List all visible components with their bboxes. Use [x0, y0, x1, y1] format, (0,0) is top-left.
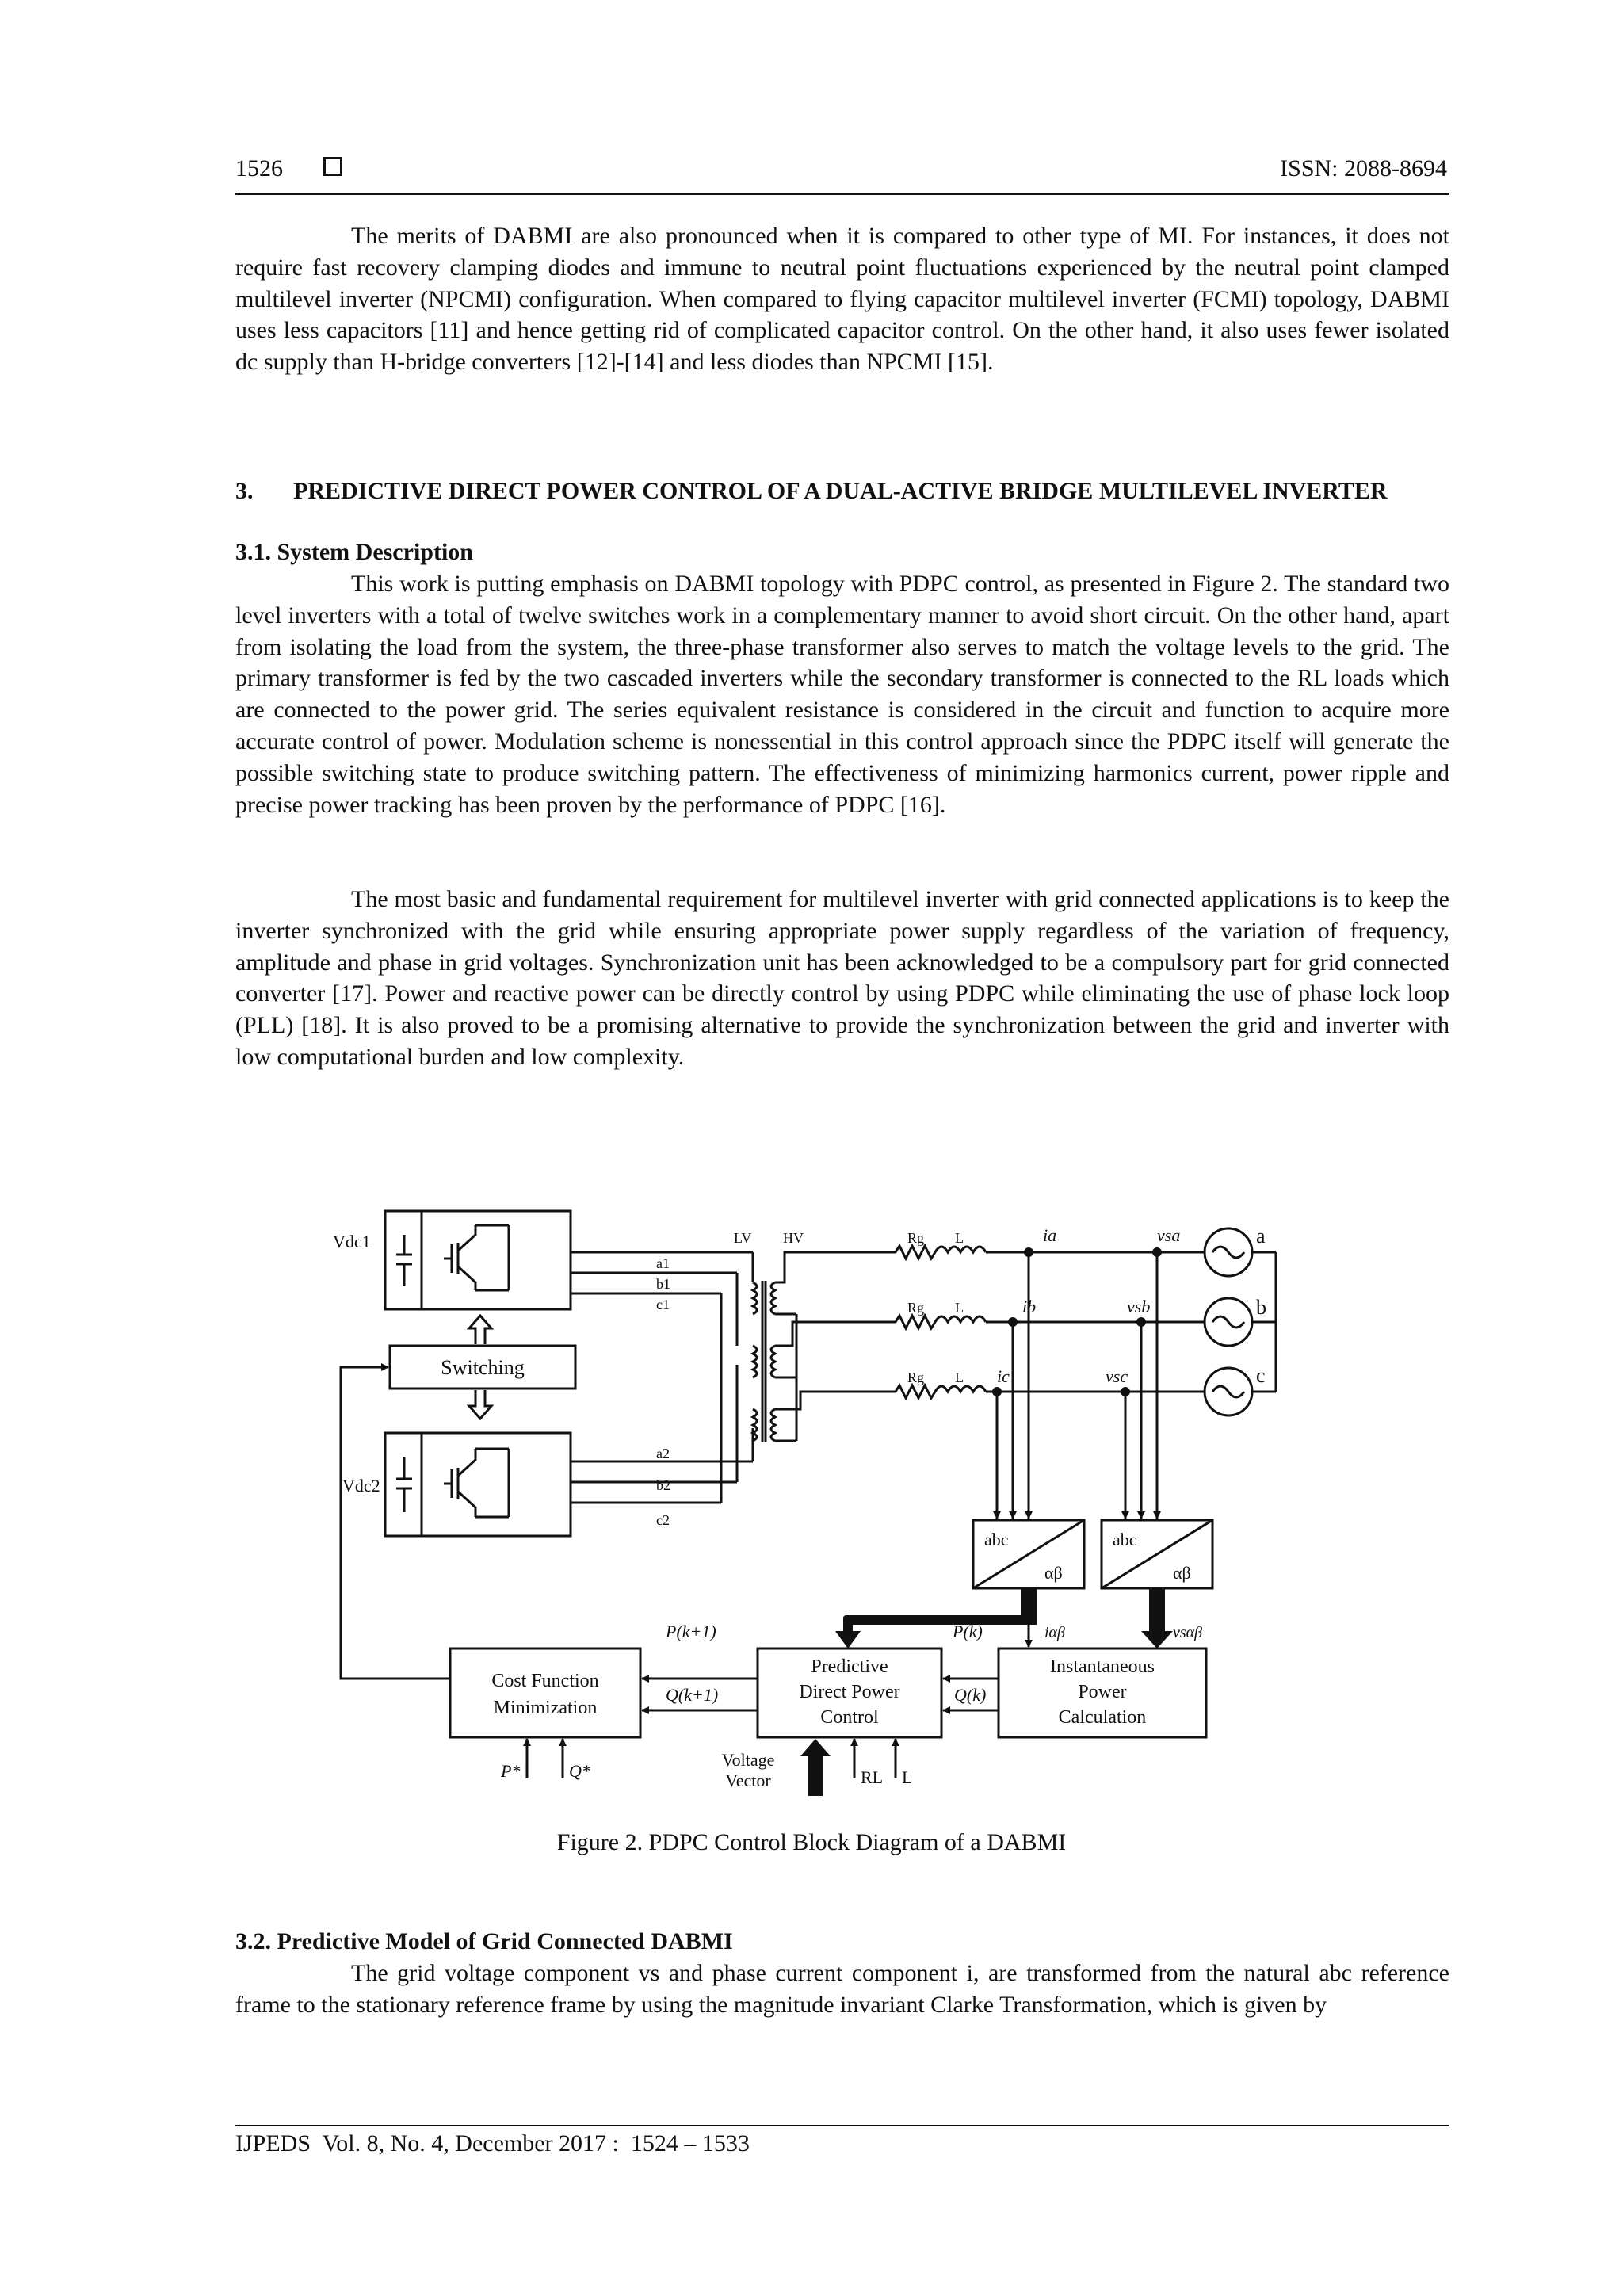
svg-text:abc: abc	[984, 1530, 1009, 1549]
svg-text:L: L	[902, 1767, 913, 1787]
section-title: PREDICTIVE DIRECT POWER CONTROL OF A DUAL-ACTIVE BRIDGE MULTILEVEL INVERTER	[293, 478, 1388, 504]
svg-text:Minimization: Minimization	[493, 1698, 598, 1718]
svg-text:Q(k): Q(k)	[954, 1685, 987, 1705]
svg-text:a2: a2	[656, 1446, 670, 1461]
cost-function-block	[450, 1648, 640, 1737]
svg-text:Cost Function: Cost Function	[491, 1671, 599, 1691]
svg-text:Control: Control	[820, 1707, 879, 1728]
label-vdc2: Vdc2	[342, 1476, 380, 1496]
resistor-a	[896, 1246, 935, 1259]
svg-text:Q(k+1): Q(k+1)	[666, 1685, 719, 1705]
svg-text:HV: HV	[783, 1230, 804, 1246]
inductor-a	[935, 1247, 986, 1252]
journal-footer: IJPEDS Vol. 8, No. 4, December 2017 : 1524 – 1533	[235, 2130, 750, 2157]
svg-text:P*: P*	[501, 1761, 521, 1781]
label-vdc1: Vdc1	[333, 1232, 371, 1251]
section-number: 3.	[235, 478, 254, 504]
svg-text:P(k): P(k)	[953, 1622, 983, 1641]
paragraph-system-description: This work is putting emphasis on DABMI topology with PDPC control, as presented in Figure 2. The standard two level inverters with a total of twelve switches work in a complementary manner to avoid short circuit. On the other hand, apart from isolating the load from the system, the three-phase transformer also serves to match the voltage levels to the grid. The primary transformer is fed by the two cascaded inverters while the secondary transformer is connected to the RL loads which are connected to the power grid. The series equivalent resistance is considered in the circuit and function to acquire more accurate control of power. Modulation scheme is nonessential in this control approach since the PDPC itself will generate the possible switching state to produce switching pattern. The effectiveness of minimizing harmonics current, power ripple and precise power tracking has been proven by the performance of PDPC [16].	[235, 571, 1449, 818]
figure-caption: Figure 2. PDPC Control Block Diagram of a DABMI	[556, 1829, 1067, 1855]
svg-text:vsa: vsa	[1157, 1225, 1181, 1245]
svg-text:RL: RL	[861, 1767, 884, 1787]
svg-text:Voltage: Voltage	[721, 1750, 775, 1770]
svg-text:Rg: Rg	[907, 1230, 925, 1246]
svg-text:L: L	[955, 1230, 964, 1246]
svg-text:c2: c2	[656, 1512, 670, 1528]
down-arrow-icon	[469, 1390, 491, 1419]
figure-pdpc-block-diagram	[325, 1187, 1300, 1813]
svg-text:vsb: vsb	[1127, 1297, 1151, 1316]
journal-issn: ISSN: 2088-8694	[1280, 155, 1447, 181]
svg-text:Rg: Rg	[907, 1370, 925, 1385]
checkbox-glyph-icon	[323, 157, 342, 176]
svg-text:b: b	[1256, 1296, 1266, 1319]
svg-text:L: L	[955, 1370, 964, 1385]
svg-text:P(k+1): P(k+1)	[666, 1622, 716, 1641]
thick-arrow-voltage-vector	[800, 1739, 831, 1756]
svg-text:L: L	[955, 1300, 964, 1316]
intro-paragraph: The merits of DABMI are also pronounced when it is compared to other type of MI. For instances, it does not require fast recovery clamping diodes and immune to neutral point fluctuations experienced by the neutral point clamped multilevel inverter (NPCMI) configuration. When compared to flying capacitor multilevel inverter (FCMI) topology, DABMI uses less capacitors [11] and hence getting rid of complicated capacitor control. On the other hand, it also uses fewer isolated dc supply than H-bridge converters [12]-[14] and less diodes than NPCMI [15].	[235, 223, 1449, 376]
svg-text:vsαβ: vsαβ	[1173, 1624, 1203, 1641]
svg-text:vsc: vsc	[1106, 1366, 1128, 1386]
label-switching: Switching	[441, 1356, 525, 1379]
svg-text:iαβ: iαβ	[1044, 1624, 1066, 1641]
svg-text:ia: ia	[1043, 1225, 1057, 1245]
svg-text:b1: b1	[656, 1276, 670, 1292]
svg-text:Predictive: Predictive	[811, 1656, 888, 1677]
svg-text:Calculation: Calculation	[1058, 1707, 1147, 1728]
svg-text:Vector: Vector	[725, 1771, 771, 1790]
svg-text:a1: a1	[656, 1255, 670, 1271]
header-rule	[235, 193, 1449, 195]
svg-text:Rg: Rg	[907, 1300, 925, 1316]
svg-text:b2: b2	[656, 1477, 670, 1493]
svg-text:ic: ic	[997, 1366, 1010, 1386]
svg-text:Direct Power: Direct Power	[799, 1682, 900, 1702]
footer-rule	[235, 2125, 1449, 2126]
svg-text:c1: c1	[656, 1297, 670, 1312]
transformer-primary-a	[753, 1282, 757, 1314]
subsection-title-3-1: 3.1. System Description	[235, 539, 473, 565]
svg-text:αβ: αβ	[1173, 1563, 1191, 1583]
paragraph-clarke-transformation: The grid voltage component vs and phase current component i, are transformed from the natural abc reference frame to the stationary reference frame by using the magnitude invariant Clarke Transformation, which is given by	[235, 1960, 1449, 2018]
thick-arrow-to-pdpc	[835, 1588, 1037, 1648]
up-arrow-icon	[469, 1316, 491, 1344]
svg-text:αβ: αβ	[1044, 1563, 1063, 1583]
svg-text:a: a	[1256, 1224, 1266, 1247]
svg-text:Q*: Q*	[569, 1761, 590, 1781]
svg-text:abc: abc	[1113, 1530, 1137, 1549]
svg-text:c: c	[1256, 1364, 1266, 1387]
svg-text:Power: Power	[1078, 1682, 1127, 1702]
svg-text:ib: ib	[1022, 1297, 1037, 1316]
paragraph-synchronization: The most basic and fundamental requirement for multilevel inverter with grid connected applications is to keep the inverter synchronized with the grid while ensuring appropriate power supply regardless of the variation of frequency, amplitude and phase in grid voltages. Synchronization unit has been acknowledged to be a compulsory part for grid connected converter [17]. Power and reactive power can be directly control by using PDPC while eliminating the use of phase lock loop (PLL) [18]. It is also proved to be a promising alternative to provide the synchronization between the grid and inverter with low computational burden and low complexity.	[235, 886, 1449, 1070]
subsection-title-3-2: 3.2. Predictive Model of Grid Connected DABMI	[235, 1928, 733, 1954]
svg-text:LV: LV	[734, 1230, 752, 1246]
svg-text:Instantaneous: Instantaneous	[1050, 1656, 1155, 1677]
page-number: 1526	[235, 155, 283, 181]
transformer-secondary-a	[771, 1282, 775, 1314]
